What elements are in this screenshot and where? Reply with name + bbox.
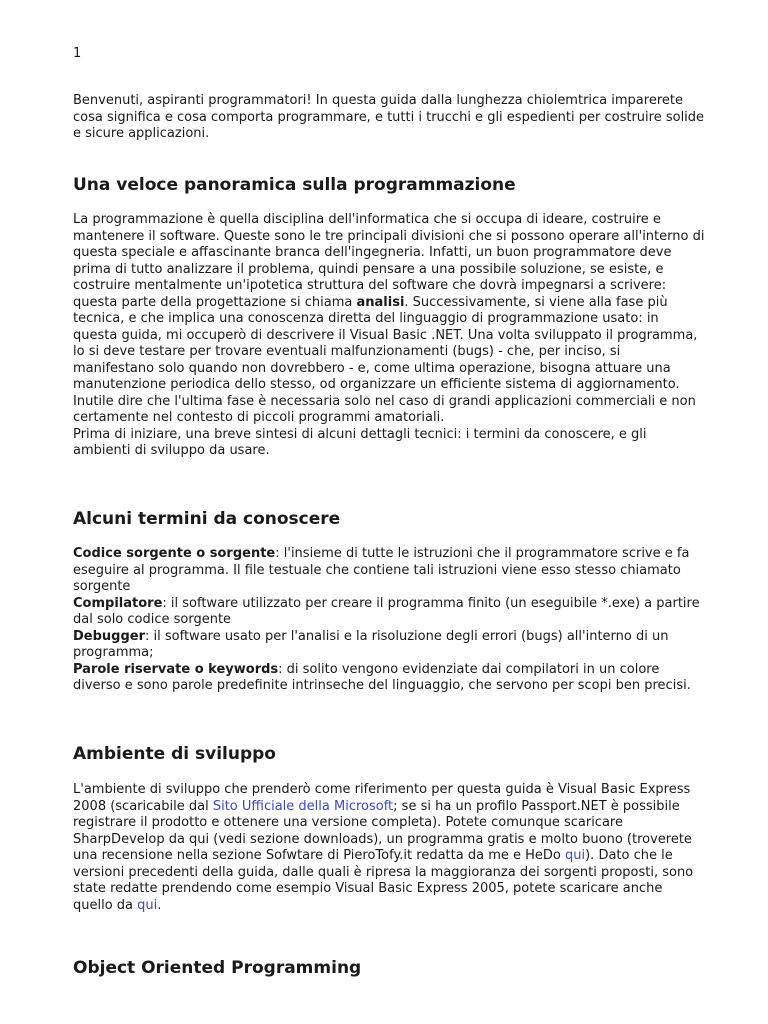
environment-text-a: L'ambiente di sviluppo che prenderò come riferimento per questa guida è Visual Basic Express 2008 (scaricabile dal: [73, 782, 691, 814]
review-link[interactable]: qui: [565, 848, 586, 863]
term-source: Codice sorgente o sorgente: [73, 546, 276, 561]
definition-compiler: : il software utilizzato per creare il programma finito (un eseguibile *.exe) a partire dal solo codice sorgente: [73, 595, 700, 627]
heading-terms: Alcuni termini da conoscere: [73, 509, 341, 529]
environment-text-c: ). Dato che le versioni precedenti della guida, dalle quali è ripresa la maggioranza dei sorgenti proposti, sono state redatte prendendo come esempio Visual Basic Express 2005, potete scaricare anche quello da: [73, 848, 694, 913]
heading-environment: Ambiente di sviluppo: [73, 744, 276, 764]
heading-overview: Una veloce panoramica sulla programmazione: [73, 175, 516, 195]
definition-keywords: : di solito vengono evidenziate dai compilatori in un colore diverso e sono parole predefinite intrinseche del linguaggio, che servono per scopi ben precisi.: [73, 661, 691, 693]
overview-paragraph: [73, 212, 705, 460]
environment-text-b: ; se si ha un profilo Passport.NET è possibile registrare il prodotto e ottenere una versione completa). Potete comunque scaricare SharpDevelop da qui (vedi sezione downloads), un programma gratis e molto buono (troverete una recensione nella sezione Sofwtare di PieroTofy.it redatta da me e HeDo: [73, 798, 692, 863]
definition-source: : l'insieme di tutte le istruzioni che il programmatore scrive e fa eseguire al programma. Il file testuale che contiene tali istruzioni viene esso stesso chiamato sorgente: [73, 546, 690, 594]
vb2005-download-link[interactable]: qui: [137, 897, 158, 913]
overview-text-b: . Successivamente, si viene alla fase più tecnica, e che implica una conoscenza diretta del linguaggio di programmazione usato: in questa guida, mi occuperò di descrivere il Visual Basic .NET. Una volta sviluppato il programma, lo si deve testare per trovare eventuali malfunzionamenti (bugs) - che, per inciso, si manifestano solo quando non dovrebbero - e, come ultima operazione, bisogna attuare una manutenzione periodica dello stesso, od organizzare un efficiente sistema di aggiornamento. Inutile dire che l'ultima fase è necessaria solo nel caso di grandi applicazioni commerciali e non certamente nel contesto di piccoli programmi amatoriali.: [73, 294, 698, 425]
overview-bold-analisi: analisi: [356, 294, 405, 310]
term-keywords: Parole riservate o keywords: [73, 661, 279, 677]
term-compiler: Compilatore: [73, 595, 163, 611]
terms-list: [73, 546, 705, 695]
overview-paragraph-2: Prima di iniziare, una breve sintesi di alcuni dettagli tecnici: i termini da conoscere, e gli ambienti di sviluppo da usare.: [73, 426, 647, 458]
definition-debugger: : il software usato per l'analisi e la risoluzione degli errori (bugs) all'interno di un programma;: [73, 628, 669, 660]
microsoft-site-link[interactable]: Sito Ufficiale della Microsoft: [212, 798, 394, 814]
overview-text-a: La programmazione è quella disciplina dell'informatica che si occupa di ideare, costruire e mantenere il software. Queste sono le tre principali divisioni che si possono operare all'interno di questa speciale e affascinante branca dell'ingegneria. Infatti, un buon programmatore deve prima di tutto analizzare il problema, quindi pensare a una possibile soluzione, se esiste, e costruire mentalmente un'ipotetica struttura del software che dovrà impegnarsi a scrivere: questa parte della progettazione si chiama: [73, 212, 705, 310]
heading-oop: Object Oriented Programming: [73, 958, 362, 978]
term-debugger: Debugger: [73, 628, 146, 644]
page-number: 1: [73, 46, 82, 61]
environment-paragraph: [73, 782, 705, 914]
environment-text-d: .: [157, 897, 162, 913]
intro-paragraph: Benvenuti, aspiranti programmatori! In questa guida dalla lunghezza chiolemtrica imparerete cosa significa e cosa comporta programmare, e tutti i trucchi e gli espedienti per costruire solide e sicure applicazioni.: [73, 93, 705, 141]
